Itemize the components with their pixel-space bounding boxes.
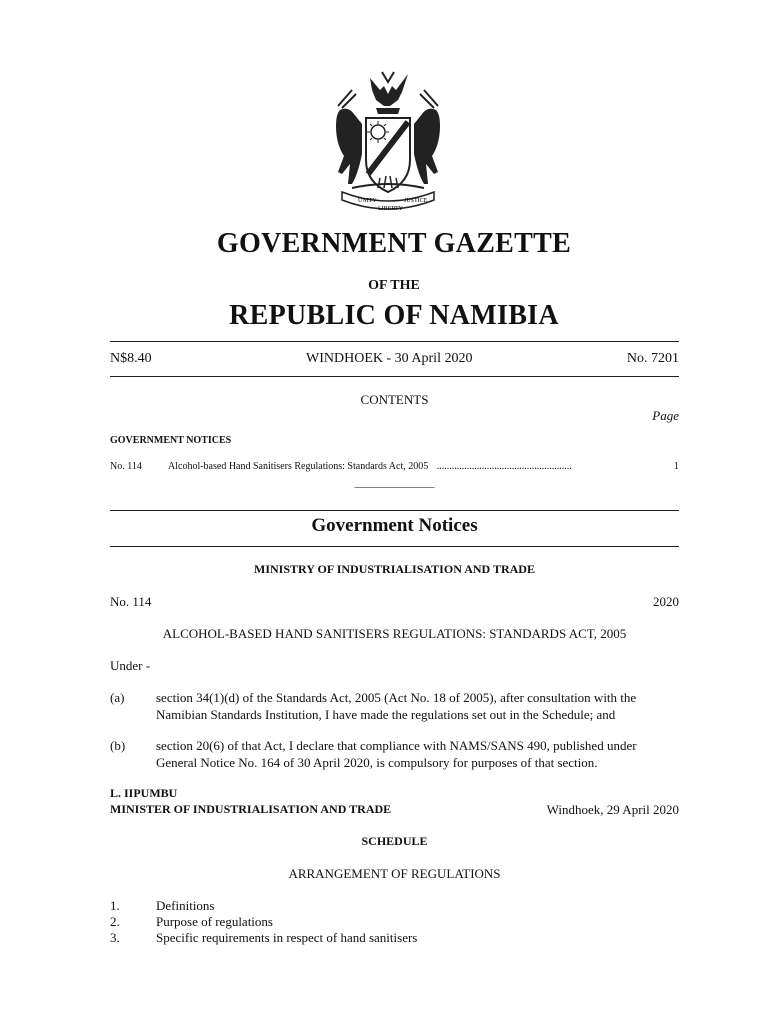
gazette-republic: REPUBLIC OF NAMIBIA: [229, 300, 559, 331]
paragraph-label: (a): [110, 690, 125, 705]
regulations-list: [110, 898, 679, 946]
arrangement-heading: ARRANGEMENT OF REGULATIONS: [288, 866, 501, 881]
regulation-number: 1.: [110, 898, 120, 913]
ministry-heading: MINISTRY OF INDUSTRIALISATION AND TRADE: [254, 562, 535, 576]
namibia-coat-of-arms-icon: [318, 64, 458, 214]
issue-place-date: WINDHOEK - 30 April 2020: [306, 351, 473, 366]
contents-section-heading: GOVERNMENT NOTICES: [110, 435, 232, 446]
notices-heading: Government Notices: [311, 515, 478, 536]
contents-item-page: 1: [674, 461, 679, 472]
issue-number: No. 7201: [626, 351, 679, 366]
regulation-title: Specific requirements in respect of hand sanitisers: [156, 930, 418, 945]
notices-bottom-rule: [110, 546, 679, 547]
contents-page-label: Page: [652, 408, 679, 423]
issue-info-row: [110, 351, 679, 367]
list-item: [110, 930, 679, 946]
regulation-title: Purpose of regulations: [156, 914, 273, 929]
notice-number: No. 114: [110, 594, 152, 609]
contents-item-leader: ......................................................: [436, 461, 572, 472]
paragraph-label: (b): [110, 738, 126, 753]
crest-motto-justice: JUSTICE: [404, 198, 428, 204]
list-item: [110, 914, 679, 930]
signatory-title: MINISTER OF INDUSTRIALISATION AND TRADE: [110, 802, 392, 816]
contents-item-number: No. 114: [110, 461, 142, 472]
masthead-top-rule: [110, 341, 679, 342]
contents-item-description: [168, 461, 659, 472]
issue-price: N$8.40: [110, 351, 152, 366]
paragraph-text: section 34(1)(d) of the Standards Act, 2005 (Act No. 18 of 2005), after consultation with the Namibian Standards Institution, I have made the regulations set out in the Schedule; and: [156, 690, 637, 722]
paragraph-text: section 20(6) of that Act, I declare that compliance with NAMS/SANS 490, published under General Notice No. 164 of 30 April 2020, is compulsory for purposes of that section.: [156, 738, 637, 770]
gazette-of-the: OF THE: [368, 278, 420, 293]
contents-item-title: Alcohol-based Hand Sanitisers Regulations: Standards Act, 2005: [168, 461, 429, 472]
regulation-title: Definitions: [156, 898, 215, 913]
notice-paragraph-a: [110, 689, 679, 723]
signatory-name: L. IIPUMBU: [110, 786, 178, 800]
crest-motto-unity: UNITY: [358, 198, 377, 204]
schedule-heading: SCHEDULE: [361, 834, 428, 848]
crest-motto-liberty: LIBERTY: [378, 206, 403, 212]
notice-under: Under -: [110, 658, 151, 673]
notice-title: ALCOHOL-BASED HAND SANITISERS REGULATIONS: STANDARDS ACT, 2005: [162, 626, 627, 641]
notice-number-row: [110, 594, 679, 610]
signatory-row: [110, 802, 679, 818]
list-item: [110, 898, 679, 914]
regulation-number: 2.: [110, 914, 120, 929]
contents-item[interactable]: [110, 461, 679, 472]
signed-place-date: Windhoek, 29 April 2020: [546, 802, 679, 817]
notice-paragraph-b: [110, 737, 679, 771]
masthead-bottom-rule: [110, 376, 679, 377]
contents-separator: ________________: [354, 478, 435, 489]
notices-top-rule: [110, 510, 679, 511]
regulation-number: 3.: [110, 930, 120, 945]
gazette-title: GOVERNMENT GAZETTE: [216, 228, 572, 259]
notice-year: 2020: [653, 594, 679, 609]
contents-heading: CONTENTS: [360, 392, 429, 407]
